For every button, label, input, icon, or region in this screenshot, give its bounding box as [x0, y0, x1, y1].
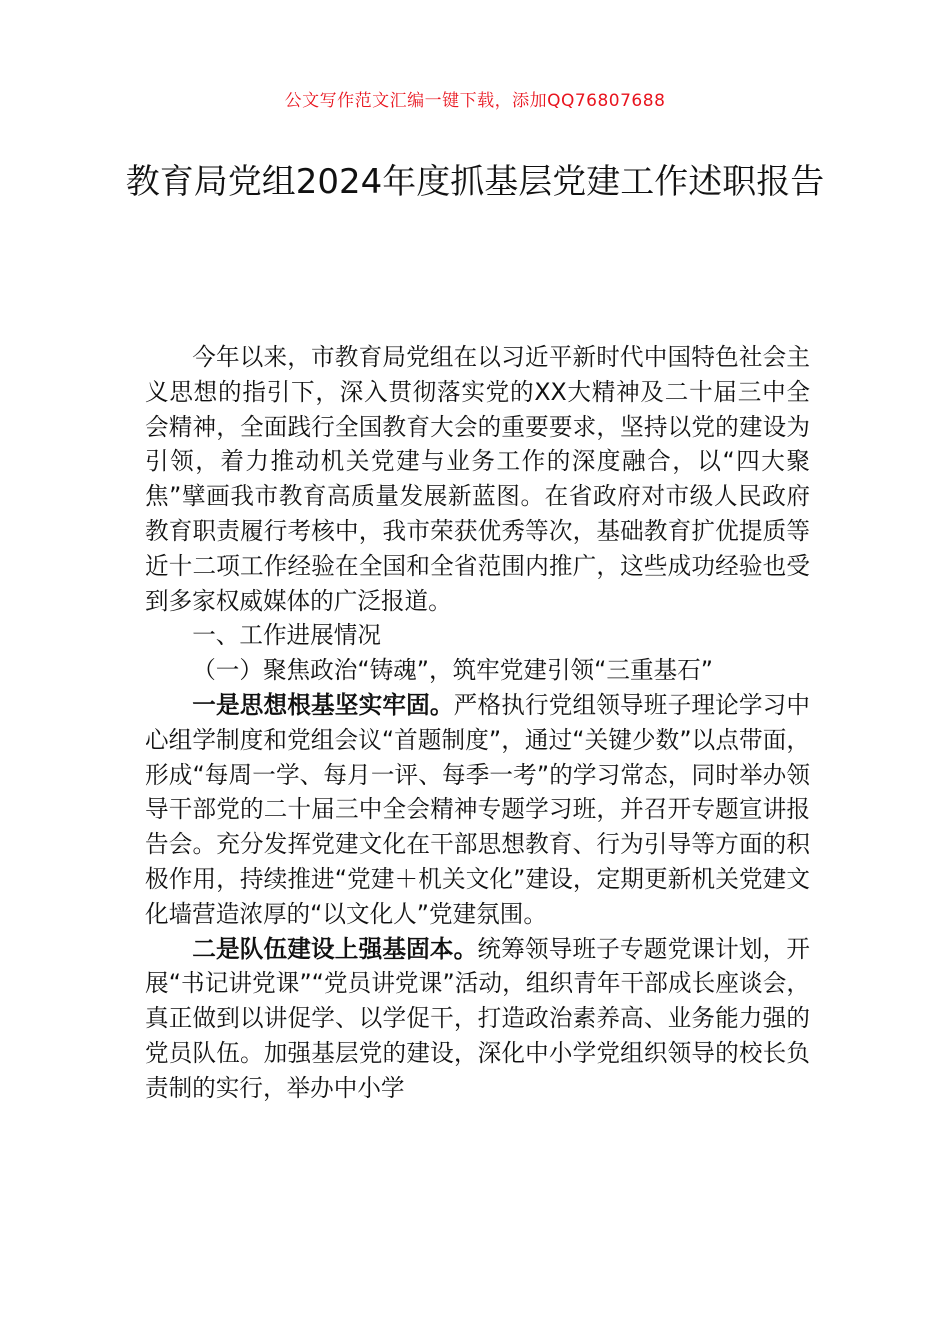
paragraph-team-building: [145, 932, 810, 1106]
paragraph-lead: 二是队伍建设上强基固本。: [192, 934, 478, 963]
subsection-heading: （一）聚焦政治“铸魂”，筑牢党建引领“三重基石”: [192, 656, 713, 685]
paragraph-text: 统筹领导班子专题党课计划，开展“书记讲党课”“党员讲党课”活动，组织青年干部成长座谈会，真正做到以讲促学、以学促干，打造政治素养高、业务能力强的党员队伍。加强基层党的建设，深化中小学党组织领导的校长负责制的实行，举办中小学: [145, 934, 811, 1102]
paragraph-text: 严格执行党组领导班子理论学习中心组学制度和党组会议“首题制度”，通过“关键少数”以点带面，形成“每周一学、每月一评、每季一考”的学习常态，同时举办领导干部党的二十届三中全会精神专题学习班，并召开专题宣讲报告会。充分发挥党建文化在干部思想教育、行为引导等方面的积极作用，持续推进“党建＋机关文化”建设，定期更新机关党建文化墙营造浓厚的“以文化人”党建氛围。: [145, 690, 811, 928]
section-heading: 一、工作进展情况: [192, 621, 381, 650]
document-title: 教育局党组2024年度抓基层党建工作述职报告: [125, 162, 825, 202]
paragraph-lead: 一是思想根基坚实牢固。: [192, 690, 454, 719]
intro-paragraph: 今年以来，市教育局党组在以习近平新时代中国特色社会主义思想的指引下，深入贯彻落实党的XX大精神及二十届三中全会精神，全面践行全国教育大会的重要要求，坚持以党的建设为引领，着力推动机关党建与业务工作的深度融合，以“四大聚焦”擘画我市教育高质量发展新蓝图。在省政府对市级人民政府教育职责履行考核中，我市荣获优秀等次，基础教育扩优提质等近十二项工作经验在全国和全省范围内推广，这些成功经验也受到多家权威媒体的广泛报道。: [145, 343, 810, 615]
paragraph-ideology: [145, 688, 810, 932]
document-body: [145, 340, 810, 1106]
download-notice: 公文写作范文汇编一键下载，添加QQ76807688: [284, 91, 666, 111]
